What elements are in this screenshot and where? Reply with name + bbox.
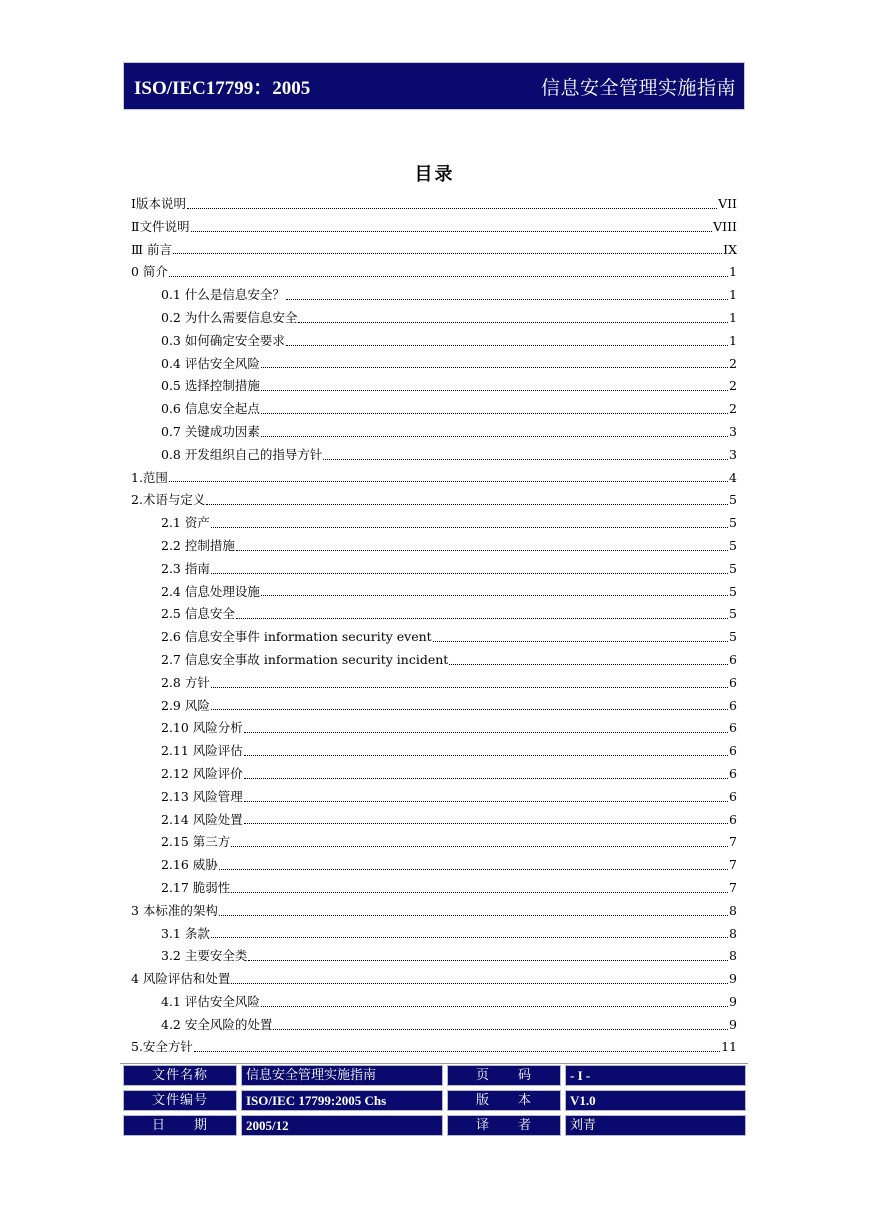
toc-dot-leader [211, 527, 728, 528]
toc-entry-title: 3.2 主要安全类 [161, 948, 248, 964]
toc-dot-leader [211, 709, 728, 710]
header-document-title: 信息安全管理实施指南 [540, 76, 736, 99]
toc-entry-page: 6 [729, 788, 737, 804]
toc-dot-leader [194, 1051, 720, 1052]
toc-entry-page: 8 [729, 902, 737, 918]
toc-entry-title: 2.12 风险评价 [161, 765, 243, 781]
toc-entry[interactable] [131, 193, 737, 216]
toc-dot-leader [169, 276, 728, 277]
toc-entry-page: 6 [729, 697, 737, 713]
date-value: 2005/12 [241, 1115, 443, 1136]
toc-dot-leader [191, 231, 713, 232]
header-standard-id: ISO/IEC17799：2005 [134, 77, 311, 99]
toc-entry-title: 0.7 关键成功因素 [161, 423, 260, 439]
toc-entry-title: 2.11 风险评估 [161, 743, 243, 759]
toc-entry[interactable] [131, 558, 737, 581]
toc-entry[interactable] [131, 763, 737, 786]
toc-entry-title: 0.6 信息安全起点 [161, 401, 260, 417]
toc-entry[interactable] [131, 330, 737, 353]
toc-entry-page: 6 [729, 765, 737, 781]
toc-dot-leader [173, 253, 722, 254]
toc-entry-title: 2.15 第三方 [161, 834, 231, 850]
toc-dot-leader [231, 892, 728, 893]
toc-entry-title: 2.1 资产 [161, 515, 210, 531]
toc-entry[interactable] [131, 261, 737, 284]
toc-entry-title: 2.6 信息安全事件 information security event [161, 629, 432, 645]
toc-entry[interactable] [131, 900, 737, 923]
toc-entry[interactable] [131, 284, 737, 307]
toc-entry-page: 7 [729, 857, 737, 873]
toc-dot-leader [244, 732, 728, 733]
version-label: 版 本 [447, 1090, 561, 1111]
toc-entry-title: 0.8 开发组织自己的指导方针 [161, 446, 323, 462]
toc-entry[interactable] [131, 991, 737, 1014]
toc-dot-leader [169, 481, 728, 482]
toc-entry-title: 2.14 风险处置 [161, 811, 243, 827]
toc-entry[interactable] [131, 398, 737, 421]
toc-entry[interactable] [131, 421, 737, 444]
footer-row-number [120, 1089, 748, 1113]
page-label: 页 码 [447, 1065, 561, 1086]
toc-entry[interactable] [131, 854, 737, 877]
toc-entry-page: 6 [729, 651, 737, 667]
toc-entry-page: 5 [729, 492, 737, 508]
toc-entry-page: 4 [729, 469, 737, 485]
toc-entry-page: 1 [729, 264, 737, 280]
toc-entry[interactable] [131, 444, 737, 467]
date-label: 日 期 [123, 1115, 237, 1136]
toc-entry-title: 2.4 信息处理设施 [161, 583, 260, 599]
toc-entry-page: 7 [729, 879, 737, 895]
toc-entry-page: 1 [729, 309, 737, 325]
toc-entry[interactable] [131, 786, 737, 809]
toc-entry-title: 2.13 风险管理 [161, 788, 243, 804]
toc-entry-title: 2.术语与定义 [131, 492, 206, 508]
toc-entry[interactable] [131, 945, 737, 968]
toc-entry-page: 3 [729, 423, 737, 439]
toc-entry-title: 2.9 风险 [161, 697, 210, 713]
toc-entry-title: 0.2 为什么需要信息安全 [161, 309, 298, 325]
toc-entry-title: 2.2 控制措施 [161, 537, 235, 553]
toc-entry-page: 2 [729, 401, 737, 417]
toc-dot-leader [449, 664, 728, 665]
toc-entry[interactable] [131, 831, 737, 854]
toc-entry-page: 5 [729, 560, 737, 576]
toc-entry-page: VII [718, 196, 737, 211]
toc-dot-leader [206, 504, 728, 505]
toc-entry-title: 0.4 评估安全风险 [161, 355, 260, 371]
toc-entry[interactable] [131, 672, 737, 695]
toc-entry[interactable] [131, 923, 737, 946]
toc-dot-leader [261, 413, 728, 414]
toc-entry-title: Ⅱ文件说明 [131, 218, 190, 234]
doc-no-label: 文件编号 [123, 1090, 237, 1111]
version-value: V1.0 [565, 1090, 746, 1111]
toc-entry-page: 5 [729, 629, 737, 645]
toc-entry-page: 8 [729, 925, 737, 941]
toc-dot-leader [261, 367, 728, 368]
toc-dot-leader [261, 390, 728, 391]
toc-dot-leader [211, 937, 728, 938]
toc-dot-leader [248, 960, 728, 961]
toc-entry-page: IX [723, 241, 737, 257]
toc-entry-title: 0.5 选择控制措施 [161, 378, 260, 394]
toc-dot-leader [236, 618, 728, 619]
toc-entry[interactable] [131, 717, 737, 740]
toc-entry-page: 5 [729, 515, 737, 531]
toc-entry-title: 4.2 安全风险的处置 [161, 1016, 273, 1032]
toc-entry[interactable] [131, 695, 737, 718]
toc-dot-leader [244, 755, 728, 756]
toc-entry-title: 2.17 脆弱性 [161, 879, 231, 895]
toc-dot-leader [219, 869, 728, 870]
toc-entry-page: 6 [729, 743, 737, 759]
toc-entry-page: 2 [729, 378, 737, 394]
toc-entry[interactable] [131, 603, 737, 626]
toc-entry-title: 0.1 什么是信息安全？ [161, 287, 285, 303]
toc-entry-page: 1 [729, 287, 737, 303]
toc-dot-leader [231, 983, 728, 984]
table-of-contents [131, 193, 737, 1059]
toc-entry-page: VIII [713, 218, 737, 234]
toc-entry-page: 8 [729, 948, 737, 964]
toc-entry-page: 6 [729, 720, 737, 736]
doc-name-label: 文件名称 [123, 1065, 237, 1086]
toc-entry-page: 5 [729, 583, 737, 599]
toc-title: 目录 [414, 164, 455, 185]
toc-entry-page: 1 [729, 332, 737, 348]
toc-dot-leader [187, 208, 717, 209]
toc-entry-title: 4.1 评估安全风险 [161, 993, 260, 1009]
toc-entry-title: 3.1 条款 [161, 925, 210, 941]
footer-row-name [120, 1064, 748, 1088]
toc-entry-title: 0 简介 [131, 264, 168, 280]
toc-dot-leader [433, 641, 728, 642]
toc-dot-leader [261, 595, 728, 596]
toc-entry[interactable] [131, 239, 737, 262]
toc-dot-leader [231, 846, 728, 847]
toc-entry[interactable] [131, 1036, 737, 1059]
toc-entry[interactable] [131, 216, 737, 239]
toc-entry[interactable] [131, 877, 737, 900]
toc-entry-title: Ⅰ版本说明 [131, 196, 186, 211]
toc-entry-page: 9 [729, 993, 737, 1009]
toc-entry[interactable] [131, 740, 737, 763]
toc-entry[interactable] [131, 375, 737, 398]
toc-dot-leader [323, 459, 728, 460]
toc-entry-title: 2.8 方针 [161, 674, 210, 690]
toc-entry-page: 5 [729, 537, 737, 553]
toc-entry-title: 3 本标准的架构 [131, 902, 218, 918]
toc-entry[interactable] [131, 1014, 737, 1037]
toc-dot-leader [261, 436, 728, 437]
toc-entry-page: 6 [729, 674, 737, 690]
toc-dot-leader [286, 299, 728, 300]
toc-entry[interactable] [131, 626, 737, 649]
toc-dot-leader [244, 823, 728, 824]
toc-entry[interactable] [131, 489, 737, 512]
toc-entry-page: 2 [729, 355, 737, 371]
toc-entry-title: 4 风险评估和处置 [131, 971, 231, 987]
page-value: - I - [565, 1065, 746, 1086]
doc-name-value: 信息安全管理实施指南 [241, 1065, 443, 1086]
toc-dot-leader [298, 322, 728, 323]
toc-entry-page: 11 [721, 1039, 737, 1055]
toc-entry-title: 2.7 信息安全事故 information security incident [161, 651, 449, 667]
toc-entry-page: 5 [729, 606, 737, 622]
toc-dot-leader [244, 801, 728, 802]
toc-dot-leader [219, 915, 728, 916]
toc-entry-title: Ⅲ 前言 [131, 241, 173, 257]
toc-entry[interactable] [131, 512, 737, 535]
toc-entry[interactable] [131, 649, 737, 672]
toc-entry-title: 2.10 风险分析 [161, 720, 243, 736]
toc-dot-leader [244, 778, 728, 779]
toc-entry[interactable] [131, 809, 737, 832]
toc-dot-leader [261, 1006, 728, 1007]
toc-dot-leader [211, 573, 728, 574]
toc-entry-title: 2.16 威胁 [161, 857, 218, 873]
toc-entry-page: 9 [729, 1016, 737, 1032]
page-header [123, 62, 745, 110]
toc-entry-page: 7 [729, 834, 737, 850]
footer-row-date [120, 1114, 748, 1138]
toc-entry[interactable] [131, 353, 737, 376]
translator-label: 译 者 [447, 1115, 561, 1136]
doc-no-value: ISO/IEC 17799:2005 Chs [241, 1090, 443, 1111]
document-info-footer [120, 1063, 748, 1139]
toc-entry[interactable] [131, 581, 737, 604]
toc-entry-title: 1.范围 [131, 469, 168, 485]
toc-dot-leader [273, 1029, 728, 1030]
toc-entry-page: 6 [729, 811, 737, 827]
toc-entry[interactable] [131, 535, 737, 558]
toc-entry-title: 2.5 信息安全 [161, 606, 235, 622]
toc-dot-leader [211, 687, 728, 688]
toc-entry[interactable] [131, 968, 737, 991]
toc-entry-title: 2.3 指南 [161, 560, 210, 576]
toc-entry-page: 3 [729, 446, 737, 462]
toc-entry[interactable] [131, 307, 737, 330]
toc-entry-page: 9 [729, 971, 737, 987]
translator-value: 刘青 [565, 1115, 746, 1136]
toc-dot-leader [236, 550, 728, 551]
toc-dot-leader [286, 345, 728, 346]
toc-entry-title: 5.安全方针 [131, 1039, 193, 1055]
toc-entry-title: 0.3 如何确定安全要求 [161, 332, 285, 348]
toc-entry[interactable] [131, 467, 737, 490]
